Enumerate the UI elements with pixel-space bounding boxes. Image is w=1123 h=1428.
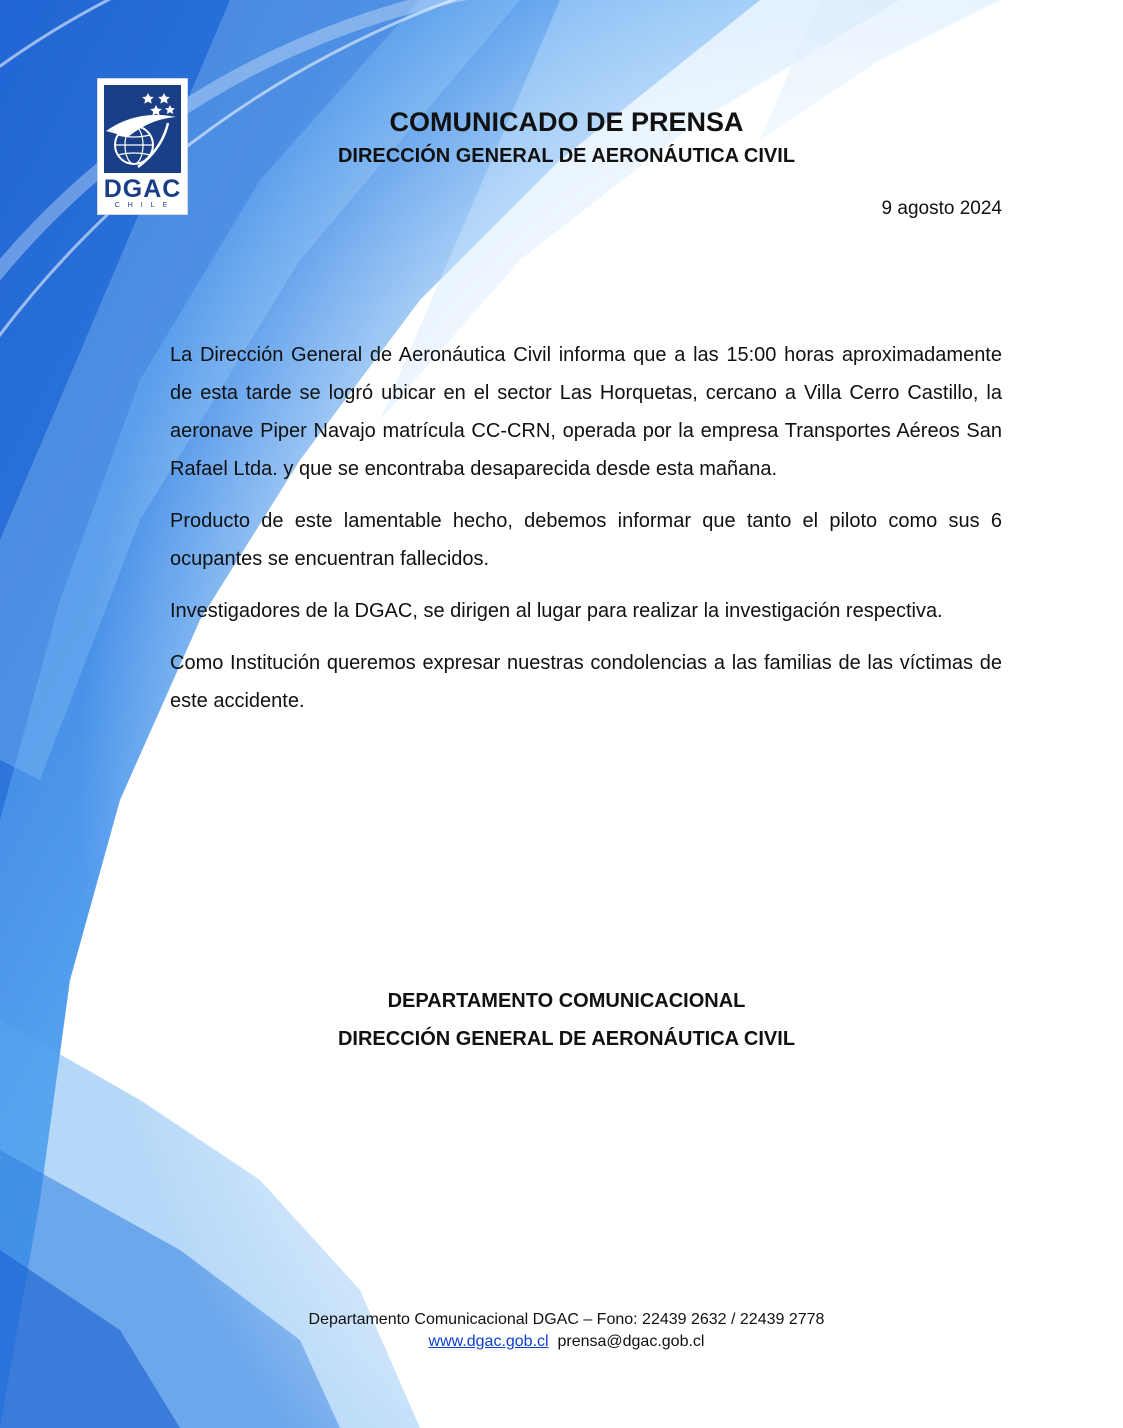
press-release-body <box>170 336 1002 734</box>
release-date: 9 agosto 2024 <box>881 198 1002 219</box>
logo-country: CHILE <box>114 202 176 209</box>
website-link[interactable]: www.dgac.gob.cl <box>428 1333 549 1350</box>
page-subtitle: DIRECCIÓN GENERAL DE AERONÁUTICA CIVIL <box>337 145 796 167</box>
body-paragraph: Producto de este lamentable hecho, debemos informar que tanto el piloto como sus 6 ocupantes se encuentran fallecidos. <box>170 510 1002 570</box>
body-paragraph: Investigadores de la DGAC, se dirigen al lugar para realizar la investigación respectiva. <box>170 600 943 622</box>
email-address: prensa@dgac.gob.cl <box>557 1333 705 1350</box>
body-paragraph: Como Institución queremos expresar nuestras condolencias a las familias de las víctimas de este accidente. <box>170 652 1002 712</box>
footer-links <box>0 1333 1123 1351</box>
footer-contact: Departamento Comunicacional DGAC – Fono: 22439 2632 / 22439 2778 <box>308 1311 825 1328</box>
body-paragraph: La Dirección General de Aeronáutica Civil informa que a las 15:00 horas aproximadamente de esta tarde se logró ubicar en el sector Las Horquetas, cercano a Villa Cerro Castillo, la aeronave Piper Navajo matrícula CC-CRN, operada por la empresa Transportes Aéreos San Rafael Ltda. y que se encontraba desaparecida desde esta mañana. <box>170 344 1002 480</box>
page-title: COMUNICADO DE PRENSA <box>389 107 744 137</box>
signature-institution: DIRECCIÓN GENERAL DE AERONÁUTICA CIVIL <box>337 1028 796 1050</box>
signature-department: DEPARTAMENTO COMUNICACIONAL <box>387 990 746 1012</box>
logo-wordmark: DGAC <box>103 175 182 203</box>
